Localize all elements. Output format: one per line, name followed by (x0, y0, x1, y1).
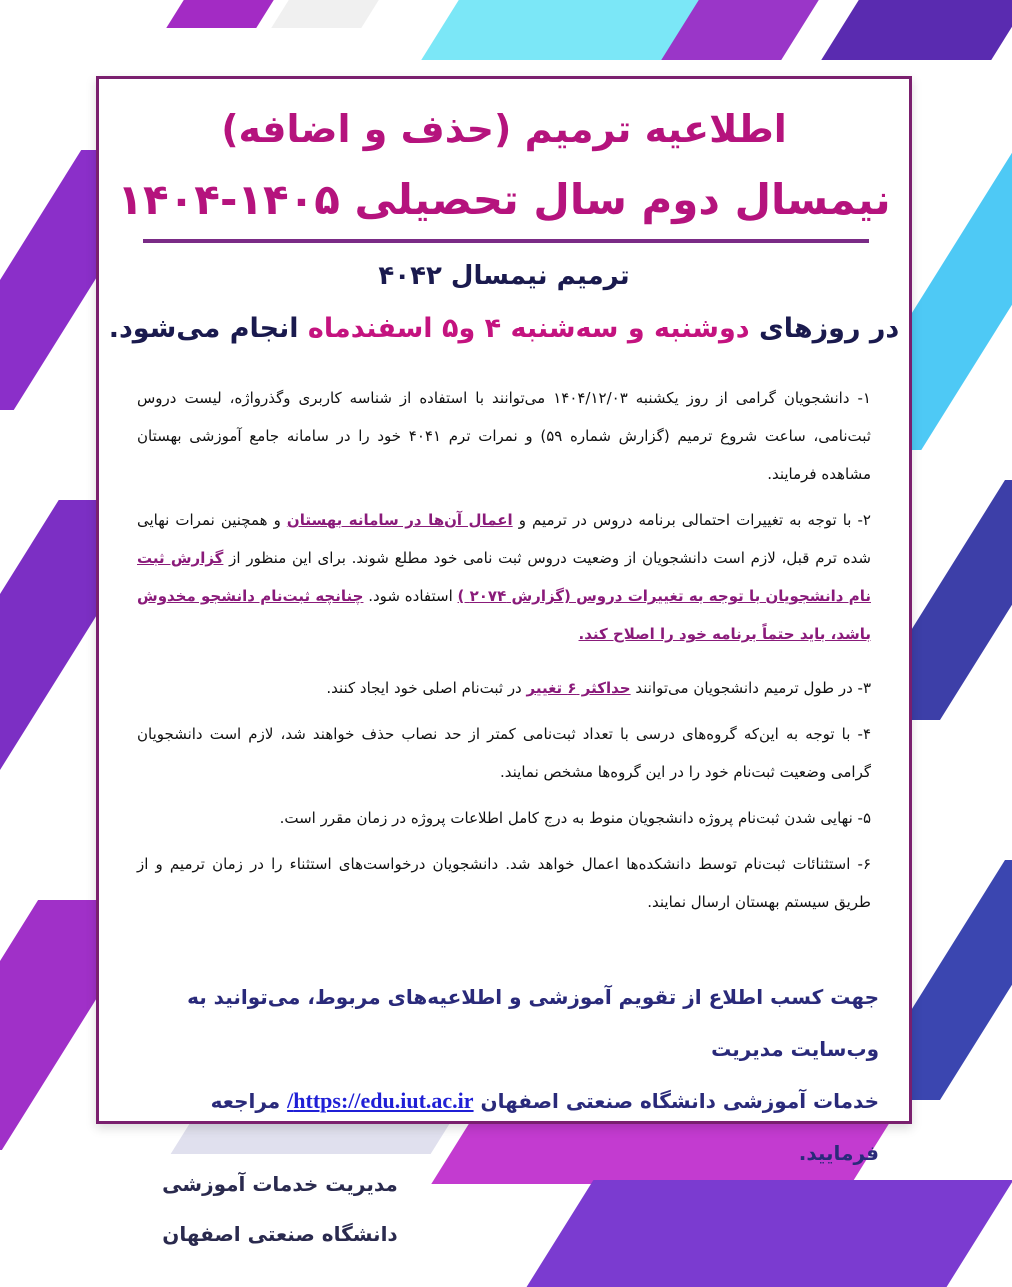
schedule-days: دوشنبه و سه‌شنبه ۴ و۵ اسفندماه (307, 313, 750, 344)
schedule-suffix: انجام می‌شود. (108, 313, 308, 344)
signature-university: دانشگاه صنعتی اصفهان (162, 1222, 398, 1246)
schedule-prefix: در روزهای (749, 313, 900, 344)
item-2-text-a: ۲- با توجه به تغییرات احتمالی برنامه دروس در ترمیم و (512, 511, 871, 529)
footer-line-2 (129, 1075, 879, 1179)
item-3-highlight: حداکثر ۶ تغییر (526, 679, 631, 697)
item-2-highlight-behestan: اعمال آن‌ها در سامانه بهستان (286, 511, 513, 529)
item-1: ۱- دانشجویان گرامی از روز یکشنبه ۱۴۰۴/۱۲/۰۳ می‌توانند با استفاده از شناسه کاربری وگذرواژه، لیست دروس ثبت‌نامی، ساعت شروع ترمیم (گزارش شماره ۵۹) و نمرات ترم ۴۰۴۱ خود را در سامانه جامع آموزشی بهستان مشاهده فرمایند. (137, 389, 871, 483)
item-3-text-a: ۳- در طول ترمیم دانشجویان می‌توانند (630, 679, 871, 697)
announcement-body (137, 379, 871, 929)
footer-line-1: جهت کسب اطلاع از تقویم آموزشی و اطلاعیه‌های مربوط، می‌توانید به وب‌سایت مدیریت (187, 985, 879, 1061)
item-2 (137, 501, 871, 653)
signature-department: مدیریت خدمات آموزشی (162, 1172, 398, 1196)
footer-line-2-a: خدمات آموزشی دانشگاه صنعتی اصفهان (473, 1089, 879, 1113)
item-2-highlight-report: گزارش ثبت نام دانشجویان با توجه به تغییرات دروس (گزارش ۲۰۷۴ ) (137, 549, 871, 605)
item-2-highlight-warning: چنانچه ثبت‌نام دانشجو مخدوش باشد، باید حتماً برنامه خود را اصلاح کند. (137, 587, 871, 643)
footer-note (129, 971, 879, 1179)
title-divider (143, 239, 869, 243)
announcement-card (96, 76, 912, 1165)
item-4: ۴- با توجه به این‌که گروه‌های درسی با تعداد ثبت‌نامی کمتر از حد نصاب حذف خواهند شد، لازم است دانشجویان گرامی وضعیت ثبت‌نام خود را در این گروه‌ها مشخص نمایند. (137, 725, 871, 781)
item-3 (137, 669, 871, 707)
footer-line-2-b: مراجعه فرمایید. (210, 1089, 879, 1165)
item-6: ۶- استثنائات ثبت‌نام توسط دانشکده‌ها اعمال خواهد شد. دانشجویان درخواست‌های استثناء را در زمان ترمیم و از طریق سیستم بهستان ارسال نمایند. (137, 855, 871, 911)
item-3-text-b: در ثبت‌نام اصلی خود ایجاد کنند. (326, 679, 527, 697)
website-link[interactable]: https://edu.iut.ac.ir/ (287, 1088, 474, 1113)
item-2-text-c: استفاده شود. (363, 587, 458, 605)
semester-subtitle: ترمیم نیمسال ۴۰۴۲ (378, 261, 630, 291)
schedule-line (99, 313, 909, 344)
item-2-text-b: و همچنین نمرات نهایی شده ترم قبل، لازم است دانشجویان از وضعیت دروس ثبت نامی خود مطلع شوند. برای این منظور از (137, 511, 872, 567)
announcement-title: اطلاعیه ترمیم (حذف و اضافه) (221, 107, 787, 151)
semester-title: نیمسال دوم سال تحصیلی ۱۴۰۵-۱۴۰۴ (117, 175, 891, 224)
item-5: ۵- نهایی شدن ثبت‌نام پروژه دانشجویان منوط به درج کامل اطلاعات پروژه در زمان مقرر است. (279, 809, 871, 827)
